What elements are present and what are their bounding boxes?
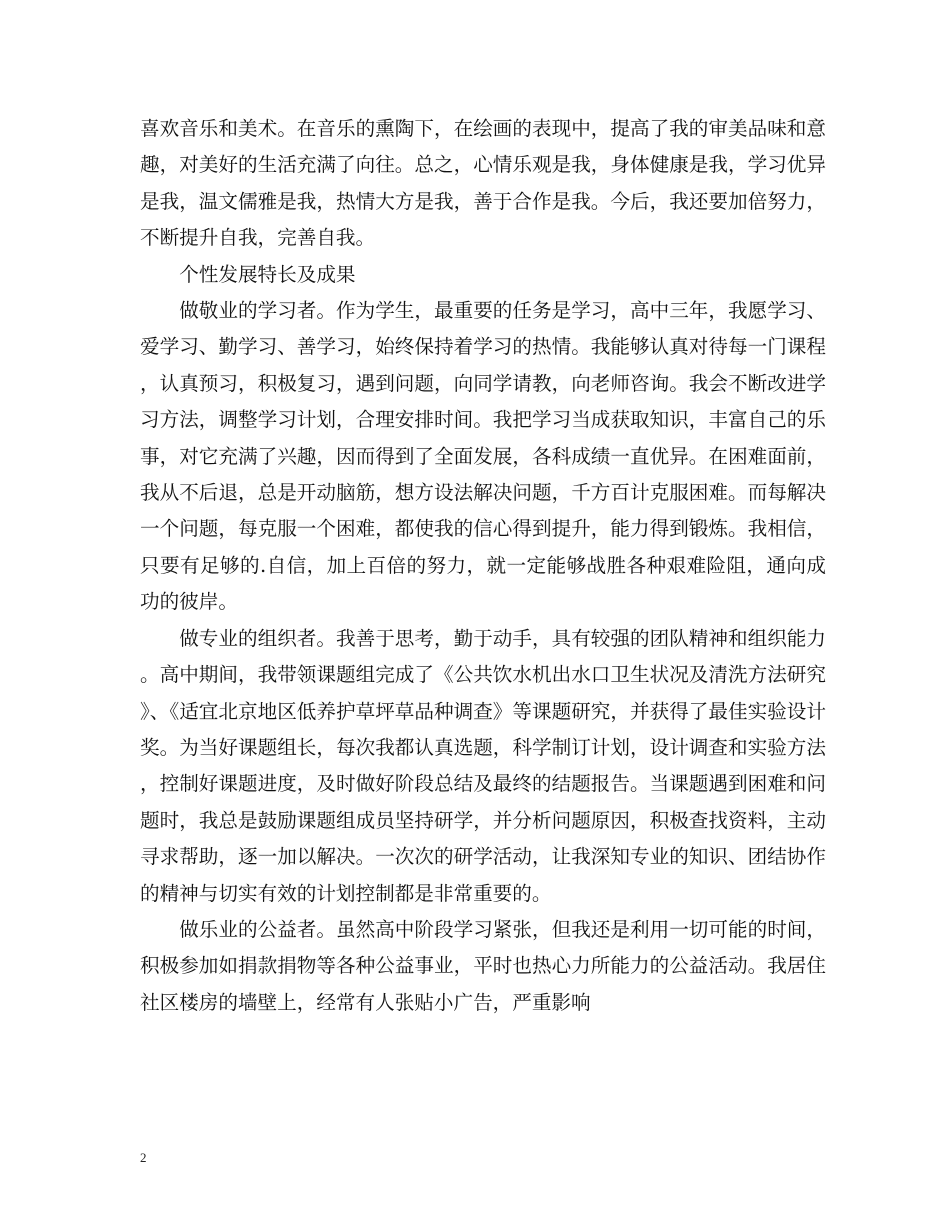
paragraph-public-welfare: 做乐业的公益者。虽然高中阶段学习紧张，但我还是利用一切可能的时间，积极参加如捐款捐物等各种公益事业，平时也热心力所能力的公益活动。我居住社区楼房的墙壁上，经常有人张贴小广告，严重影响 xyxy=(140,917,826,1014)
paragraph-intro-continued: 喜欢音乐和美术。在音乐的熏陶下，在绘画的表现中，提高了我的审美品味和意趣，对美好的生活充满了向往。总之，心情乐观是我，身体健康是我，学习优异是我，温文儒雅是我，热情大方是我，善于合作是我。今后，我还要加倍努力，不断提升自我，完善自我。 xyxy=(140,117,826,250)
page-number: 2 xyxy=(140,1150,147,1165)
paragraph-professional-organizer: 做专业的组织者。我善于思考，勤于动手，具有较强的团队精神和组织能力。高中期间，我带领课题组完成了《公共饮水机出水口卫生状况及清洗方法研究》、《适宜北京地区低养护草坪草品种调查》等课题研究，并获得了最佳实验设计奖。为当好课题组长，每次我都认真选题，科学制订计划，设计调查和实验方法，控制好课题进度，及时做好阶段总结及最终的结题报告。当课题遇到困难和问题时，我总是鼓励课题组成员坚持研学，并分析问题原因，积极查找资料，主动寻求帮助，逐一加以解决。一次次的研学活动，让我深知专业的知识、团结协作的精神与切实有效的计划控制都是非常重要的。 xyxy=(140,626,826,905)
document-body xyxy=(140,111,826,1021)
section-heading-personal-development: 个性发展特长及成果 xyxy=(179,262,356,286)
paragraph-dedicated-learner: 做敬业的学习者。作为学生，最重要的任务是学习，高中三年，我愿学习、爱学习、勤学习、善学习，始终保持着学习的热情。我能够认真对待每一门课程，认真预习，积极复习，遇到问题，向同学请教，向老师咨询。我会不断改进学习方法，调整学习计划，合理安排时间。我把学习当成获取知识，丰富自己的乐事，对它充满了兴趣，因而得到了全面发展，各科成绩一直优异。在困难面前，我从不后退，总是开动脑筋，想方设法解决问题，千方百计克服困难。而每解决一个问题，每克服一个困难，都使我的信心得到提升，能力得到锻炼。我相信，只要有足够的.自信，加上百倍的努力，就一定能够战胜各种艰难险阻，通向成功的彼岸。 xyxy=(140,299,826,614)
